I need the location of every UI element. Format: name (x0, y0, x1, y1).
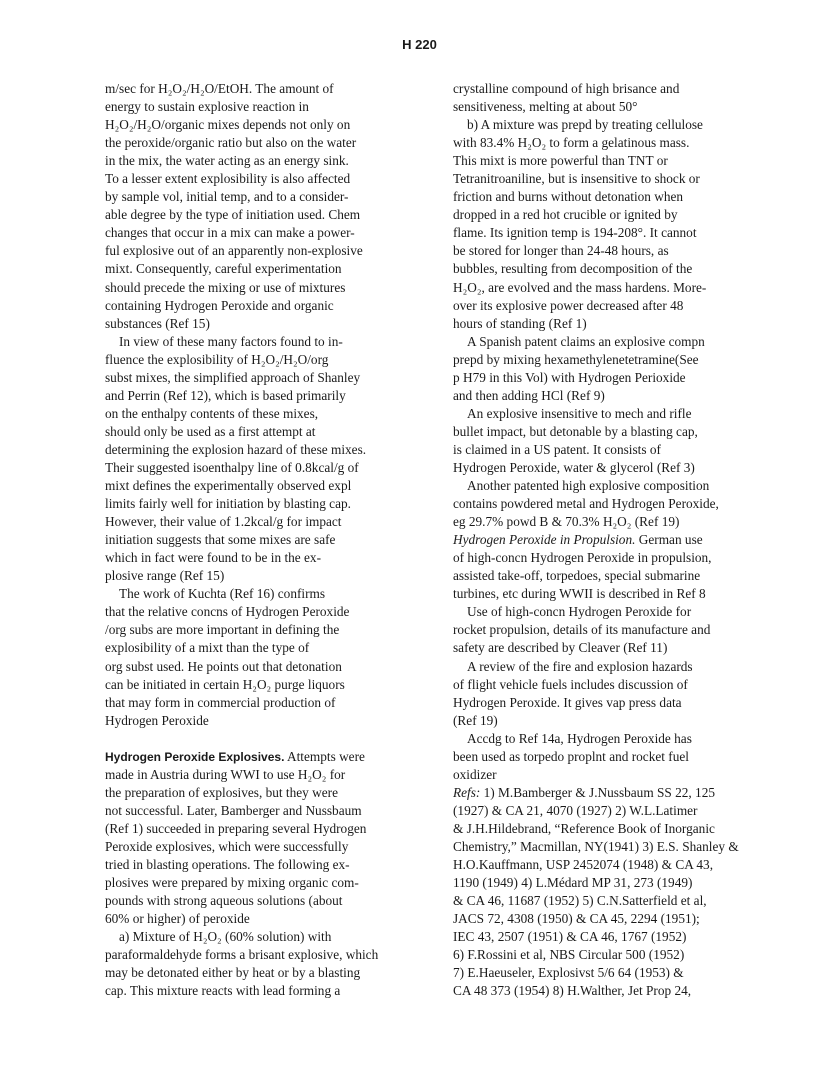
text-line: initiation suggests that some mixes are safe (105, 532, 336, 548)
section-heading: Hydrogen Peroxide Explosives. (105, 749, 285, 764)
reference-line: H.O.Kauffmann, USP 2452074 (1948) & CA 43, (453, 857, 714, 873)
text-line: plosive range (Ref 15) (105, 568, 225, 584)
text-line: Accdg to Ref 14a, Hydrogen Peroxide has (467, 730, 692, 746)
text-line: that may form in commercial production of (105, 694, 336, 710)
text-line: may be detonated either by heat or by a blasting (105, 965, 361, 981)
text-line: In view of these many factors found to in- (119, 333, 343, 349)
text-line: p H79 in this Vol) with Hydrogen Perioxide (453, 369, 686, 385)
text-line: tried in blasting operations. The following ex- (105, 856, 350, 872)
text-line: not successful. Later, Bamberger and Nussbaum (105, 802, 362, 818)
text-line: An explosive insensitive to mech and rifle (467, 405, 692, 421)
text-line: Their suggested isoenthalpy line of 0.8kcal/g of (105, 459, 359, 475)
text-line: cap. This mixture reacts with lead forming a (105, 983, 341, 999)
text-line: with 83.4% H₂O₂ to form a gelatinous mass. (453, 135, 690, 151)
text-line: that the relative concns of Hydrogen Peroxide (105, 604, 350, 620)
text-line: energy to sustain explosive reaction in (105, 99, 309, 115)
text-line: on the enthalpy contents of these mixes, (105, 405, 319, 421)
text-line: and then adding HCl (Ref 9) (453, 387, 605, 403)
refs-label: Refs: (453, 784, 481, 800)
text-line: containing Hydrogen Peroxide and organic (105, 297, 334, 313)
text-line: b) A mixture was prepd by treating cellulose (467, 117, 703, 133)
text-line: limits fairly well for initiation by blasting cap. (105, 496, 351, 512)
text-line: Peroxide explosives, which were successfully (105, 838, 349, 854)
text-line: should precede the mixing or use of mixtures (105, 279, 346, 295)
text-line: plosives were prepared by mixing organic com- (105, 875, 359, 891)
text-line: Hydrogen Peroxide, water & glycerol (Ref 3) (453, 459, 695, 475)
text-line: m/sec for H₂O₂/H₂O/EtOH. The amount of (105, 81, 334, 96)
text-line: substances (Ref 15) (105, 315, 210, 331)
text-line: Attempts were (287, 748, 365, 764)
text-line: dropped in a red hot crucible or ignited by (453, 207, 678, 223)
reference-line: 1) M.Bamberger & J.Nussbaum SS 22, 125 (483, 784, 715, 800)
text-line: safety are described by Cleaver (Ref 11) (453, 640, 668, 656)
reference-line: & CA 46, 11687 (1952) 5) C.N.Satterfield et al, (453, 893, 707, 909)
text-line: contains powdered metal and Hydrogen Peroxide, (453, 496, 719, 512)
propulsion-heading: Hydrogen Peroxide in Propulsion. (453, 532, 636, 548)
text-line: prepd by mixing hexamethylenetetramine(See (453, 351, 699, 367)
left-column (105, 80, 405, 1000)
page-header: H 220 (402, 37, 437, 52)
text-line: can be initiated in certain H₂O₂ purge liquors (105, 676, 345, 692)
reference-line: IEC 43, 2507 (1951) & CA 46, 1767 (1952) (453, 929, 687, 945)
text-line: rocket propulsion, details of its manufacture and (453, 622, 711, 638)
text-line: Tetranitroaniline, but is insensitive to shock or (453, 171, 700, 187)
text-line: /org subs are more important in defining the (105, 622, 340, 638)
reference-line: & J.H.Hildebrand, “Reference Book of Inorganic (453, 820, 715, 836)
text-line: bullet impact, but detonable by a blasting cap, (453, 423, 698, 439)
text-line: However, their value of 1.2kcal/g for impact (105, 514, 342, 530)
text-line: explosibility of a mixt than the type of (105, 640, 310, 656)
text-line: determining the explosion hazard of these mixes. (105, 441, 367, 457)
text-line: should only be used as a first attempt at (105, 423, 316, 439)
text-line: German use (638, 532, 703, 548)
text-line: over its explosive power decreased after 48 (453, 297, 684, 313)
reference-line: Chemistry,” Macmillan, NY(1941) 3) E.S. Shanley & (453, 838, 739, 854)
text-line: sensitiveness, melting at about 50° (453, 99, 638, 115)
text-line: bubbles, resulting from decomposition of the (453, 261, 693, 277)
text-line: flame. Its ignition temp is 194-208°. It cannot (453, 225, 697, 241)
text-line: Hydrogen Peroxide (105, 712, 209, 728)
text-line: fluence the explosibility of H₂O₂/H₂O/org (105, 351, 329, 367)
text-line: (Ref 19) (453, 712, 498, 728)
text-line: org subst used. He points out that detonation (105, 658, 342, 674)
text-line: oxidizer (453, 766, 497, 782)
text-line: H₂O₂, are evolved and the mass hardens. More- (453, 279, 707, 295)
text-line: changes that occur in a mix can make a power- (105, 225, 355, 241)
text-line: in the mix, the water acting as an energy sink. (105, 153, 349, 169)
text-line: friction and burns without detonation when (453, 189, 684, 205)
reference-line: CA 48 373 (1954) 8) H.Walther, Jet Prop 24, (453, 983, 692, 999)
reference-line: (1927) & CA 21, 4070 (1927) 2) W.L.Latimer (453, 802, 698, 818)
text-line: To a lesser extent explosibility is also affected (105, 171, 351, 187)
reference-line: 7) E.Haeuseler, Explosivst 5/6 64 (1953) & (453, 965, 684, 981)
text-line: and Perrin (Ref 12), which is based primarily (105, 387, 346, 403)
text-line: Another patented high explosive composition (467, 478, 710, 494)
text-line: H₂O₂/H₂O/organic mixes depends not only on (105, 117, 351, 133)
text-line: be stored for longer than 24-48 hours, as (453, 243, 669, 259)
text-line: Use of high-concn Hydrogen Peroxide for (467, 604, 692, 620)
text-line: by sample vol, initial temp, and to a consider- (105, 189, 349, 205)
text-line: The work of Kuchta (Ref 16) confirms (119, 586, 326, 602)
text-line: made in Austria during WWI to use H₂O₂ for (105, 766, 346, 782)
text-line: mixt defines the experimentally observed expl (105, 478, 352, 494)
text-line: A Spanish patent claims an explosive compn (467, 333, 705, 349)
text-line: This mixt is more powerful than TNT or (453, 153, 668, 169)
text-line: pounds with strong aqueous solutions (about (105, 893, 343, 909)
text-line: of flight vehicle fuels includes discussion of (453, 676, 688, 692)
text-line: Hydrogen Peroxide. It gives vap press data (453, 694, 682, 710)
text-line: crystalline compound of high brisance and (453, 81, 680, 96)
text-line: a) Mixture of H₂O₂ (60% solution) with (119, 929, 332, 945)
text-line: mixt. Consequently, careful experimentation (105, 261, 342, 277)
text-line: the peroxide/organic ratio but also on the water (105, 135, 357, 151)
text-line: of high-concn Hydrogen Peroxide in propulsion, (453, 550, 712, 566)
text-line: subst mixes, the simplified approach of Shanley (105, 369, 361, 385)
text-line: able degree by the type of initiation used. Chem (105, 207, 361, 223)
text-line: turbines, etc during WWII is described in Ref 8 (453, 586, 706, 602)
text-line: assisted take-off, torpedoes, special submarine (453, 568, 701, 584)
reference-line: 6) F.Rossini et al, NBS Circular 500 (1952) (453, 947, 685, 963)
text-line: been used as torpedo proplnt and rocket fuel (453, 748, 689, 764)
text-line: A review of the fire and explosion hazards (467, 658, 693, 674)
text-line: hours of standing (Ref 1) (453, 315, 587, 331)
text-line: the preparation of explosives, but they were (105, 784, 338, 800)
text-line: paraformaldehyde forms a brisant explosive, which (105, 947, 379, 963)
text-line: (Ref 1) succeeded in preparing several Hydrogen (105, 820, 367, 836)
text-line: ful explosive out of an apparently non-explosive (105, 243, 363, 259)
text-line: is claimed in a US patent. It consists of (453, 441, 661, 457)
right-column (453, 80, 775, 1000)
text-line: which in fact were found to be in the ex- (105, 550, 321, 566)
reference-line: JACS 72, 4308 (1950) & CA 45, 2294 (1951); (453, 911, 700, 927)
reference-line: 1190 (1949) 4) L.Médard MP 31, 273 (1949) (453, 875, 693, 891)
text-line: eg 29.7% powd B & 70.3% H₂O₂ (Ref 19) (453, 514, 680, 530)
text-line: 60% or higher) of peroxide (105, 911, 250, 927)
